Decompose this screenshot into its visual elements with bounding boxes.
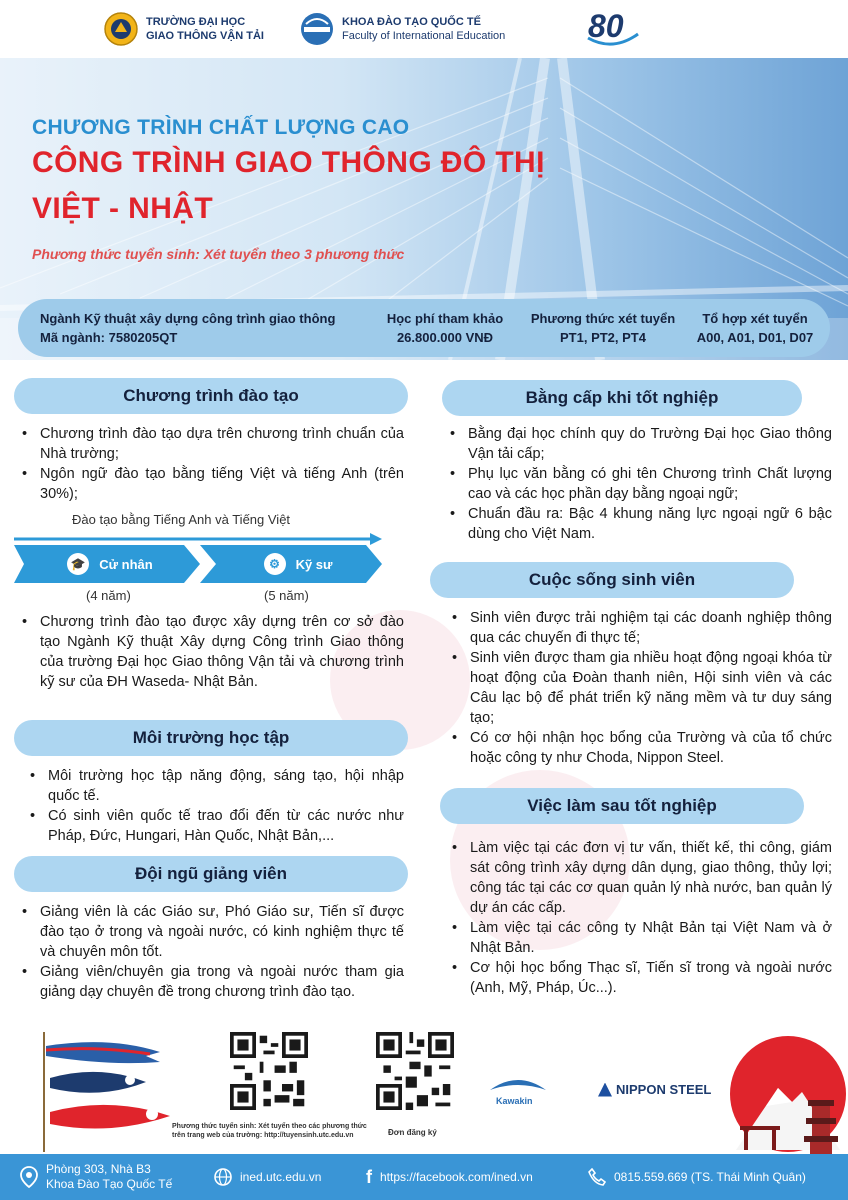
list-item: • Sinh viên được trải nghiệm tại các doanh nghiệp thông qua các chuyến đi thực tế;: [448, 608, 832, 648]
utc-emblem-icon: [104, 12, 138, 46]
list-item: • Giảng viên/chuyên gia trong và ngoài nước tham gia giảng dạy chuyên đề trong chương trình đào tạo.: [18, 962, 404, 1002]
footer-phone[interactable]: [588, 1168, 806, 1186]
list-item: • Chương trình đào tạo được xây dựng trên cơ sở đào tạo Ngành Kỹ thuật Xây dựng Công trình Giao thông của trường Đại học Giao thông Vận tải và chương trình kỹ sư của ĐH Waseda- Nhật Bản.: [18, 612, 404, 692]
phone-icon: [588, 1168, 606, 1186]
list-item: • Giảng viên là các Giáo sư, Phó Giáo sư, Tiến sĩ được đào tạo ở trong và ngoài nước, có kinh nghiệm thực tế và chuyên môn tốt.: [18, 902, 404, 962]
combo-label: Tổ hợp xét tuyển: [702, 311, 808, 326]
section-jobs-title: Việc làm sau tốt nghiệp: [440, 788, 804, 824]
top-header: [0, 0, 848, 58]
address-line2: Khoa Đào Tạo Quốc Tế: [46, 1177, 173, 1191]
program-info-bar: [18, 299, 830, 357]
graduation-cap-icon: 🎓: [67, 553, 89, 575]
student-life-list: [448, 608, 832, 768]
section-program-title: Chương trình đào tạo: [14, 378, 408, 414]
program-title-line1: CÔNG TRÌNH GIAO THÔNG ĐÔ THỊ: [32, 146, 545, 179]
combo-info: [690, 309, 820, 347]
nippon-steel-mark-icon: [598, 1083, 612, 1097]
stage-engineer-years: (5 năm): [264, 588, 309, 603]
japan-scenery-icon: [722, 1030, 848, 1154]
ined-logo: [300, 12, 505, 46]
list-item: • Sinh viên được tham gia nhiều hoạt động ngoại khóa từ hoạt động của Đoàn thanh niên, Hội sinh viên và các Câu lạc bộ để phát triển kỹ năng mềm và tư duy sáng tạo;: [448, 648, 832, 728]
list-item: • Làm việc tại các công ty Nhật Bản tại Việt Nam và ở Nhật Bản.: [448, 918, 832, 958]
admission-method: Phương thức tuyển sinh: Xét tuyển theo 3 phương thức: [32, 246, 405, 262]
faculty-list: [18, 902, 404, 1002]
phone-number[interactable]: 0815.559.669 (TS. Thái Minh Quân): [614, 1169, 806, 1184]
address-line1: Phòng 303, Nhà B3: [46, 1162, 151, 1176]
list-item: • Chuẩn đầu ra: Bậc 4 khung năng lực ngoại ngữ 6 bậc dùng cho Việt Nam.: [446, 504, 832, 544]
kawakin-logo-text: Kawakin: [496, 1096, 533, 1106]
list-item: • Ngôn ngữ đào tạo bằng tiếng Việt và tiếng Anh (trên 30%);: [18, 464, 404, 504]
stage-bachelor: [40, 545, 180, 583]
list-item: • Làm việc tại các đơn vị tư vấn, thiết kế, thi công, giám sát công trình xây dựng dân dụng, giao thông, thủy lợi; công tác tại các cơ quan quản lý nhà nước, ban quản lý dự án các cấp.: [448, 838, 832, 918]
section-student-life-title: Cuộc sống sinh viên: [430, 562, 794, 598]
utc-name-line1: TRƯỜNG ĐẠI HỌC: [146, 16, 246, 28]
track-label: Đào tạo bằng Tiếng Anh và Tiếng Việt: [72, 512, 291, 527]
environment-list: [26, 766, 404, 846]
combo-value: A00, A01, D01, D07: [696, 330, 814, 345]
register-label: Đơn đăng ký: [388, 1128, 437, 1137]
track-arrow-icon: [14, 532, 384, 546]
program-subtitle: CHƯƠNG TRÌNH CHẤT LƯỢNG CAO: [32, 116, 410, 139]
method-value: PT1, PT2, PT4: [560, 330, 646, 345]
nippon-steel-logo: [598, 1082, 711, 1097]
list-item: • Có sinh viên quốc tế trao đổi đến từ các nước như Pháp, Đức, Hungari, Hàn Quốc, Nhật Bản,...: [26, 806, 404, 846]
list-item: • Có cơ hội nhận học bổng của Trường và của tổ chức hoặc công ty như Choda, Nippon Steel.: [448, 728, 832, 768]
anniversary-number: 80: [588, 8, 624, 44]
website-link[interactable]: ined.utc.edu.vn: [240, 1169, 322, 1184]
major-code: Mã ngành: 7580205QT: [40, 330, 178, 345]
list-item: • Chương trình đào tạo dựa trên chương trình chuẩn của Nhà trường;: [18, 424, 404, 464]
jobs-list: [448, 838, 832, 998]
utc-logo: [104, 12, 264, 46]
bottom-strip: [0, 1030, 848, 1154]
nippon-steel-text: NIPPON STEEL: [616, 1082, 712, 1097]
utc-name-line2: GIAO THÔNG VẬN TẢI: [146, 30, 264, 42]
footer-facebook[interactable]: [366, 1168, 533, 1186]
qr-note: [172, 1122, 367, 1140]
stage-engineer-label: Kỹ sư: [295, 556, 333, 572]
degree-list: [446, 424, 832, 544]
ined-emblem-icon: [300, 12, 334, 46]
major-info: [40, 309, 335, 347]
globe-icon: [214, 1168, 232, 1186]
engineer-helmet-icon: ⚙: [264, 553, 286, 575]
method-label: Phương thức xét tuyển: [530, 311, 676, 326]
stage-bachelor-label: Cử nhân: [99, 556, 153, 572]
footer-address: [20, 1162, 172, 1192]
facebook-icon: f: [366, 1167, 372, 1187]
method-info: [520, 309, 686, 347]
section-degree-title: Bằng cấp khi tốt nghiệp: [442, 380, 802, 416]
list-item: • Phụ lục văn bằng có ghi tên Chương trình Chất lượng cao và các học phần dạy bằng ngoại ngữ;: [446, 464, 832, 504]
qr-note-line1: Phương thức tuyển sinh: Xét tuyển theo các phương thức: [172, 1123, 367, 1130]
stage-engineer: [228, 545, 368, 583]
facebook-link[interactable]: https://facebook.com/ined.vn: [380, 1169, 533, 1184]
ined-name-line1: KHOA ĐÀO TẠO QUỐC TẾ: [342, 16, 481, 28]
program-title-line2: VIỆT - NHẬT: [32, 192, 214, 225]
stage-bachelor-years: (4 năm): [86, 588, 131, 603]
contact-footer: [0, 1154, 848, 1200]
fee-label: Học phí tham khảo: [386, 311, 504, 326]
footer-website[interactable]: [214, 1168, 321, 1186]
list-item: • Bằng đại học chính quy do Trường Đại học Giao thông Vận tải cấp;: [446, 424, 832, 464]
qr-note-line2: trên trang web của trường: http://tuyensinh.utc.edu.vn: [172, 1132, 354, 1139]
section-environment-title: Môi trường học tập: [14, 720, 408, 756]
list-item: • Môi trường học tập năng động, sáng tạo, hội nhập quốc tế.: [26, 766, 404, 806]
koinobori-carp-streamers-icon: [30, 1032, 180, 1152]
program-list-2: [18, 612, 404, 692]
anniversary-80-logo: [584, 8, 642, 52]
admission-qr-code[interactable]: [230, 1032, 308, 1110]
major-label: Ngành Kỹ thuật xây dựng công trình giao thông: [40, 311, 336, 326]
fee-info: [370, 309, 520, 347]
registration-qr-code[interactable]: [376, 1032, 454, 1110]
fee-value: 26.800.000 VNĐ: [396, 330, 494, 345]
list-item: • Cơ hội học bổng Thạc sĩ, Tiến sĩ trong và ngoài nước (Anh, Mỹ, Pháp, Úc...).: [448, 958, 832, 998]
ined-name-line2: Faculty of International Education: [342, 30, 506, 42]
location-pin-icon: [20, 1166, 38, 1188]
section-faculty-title: Đội ngũ giảng viên: [14, 856, 408, 892]
program-list: [18, 424, 404, 504]
